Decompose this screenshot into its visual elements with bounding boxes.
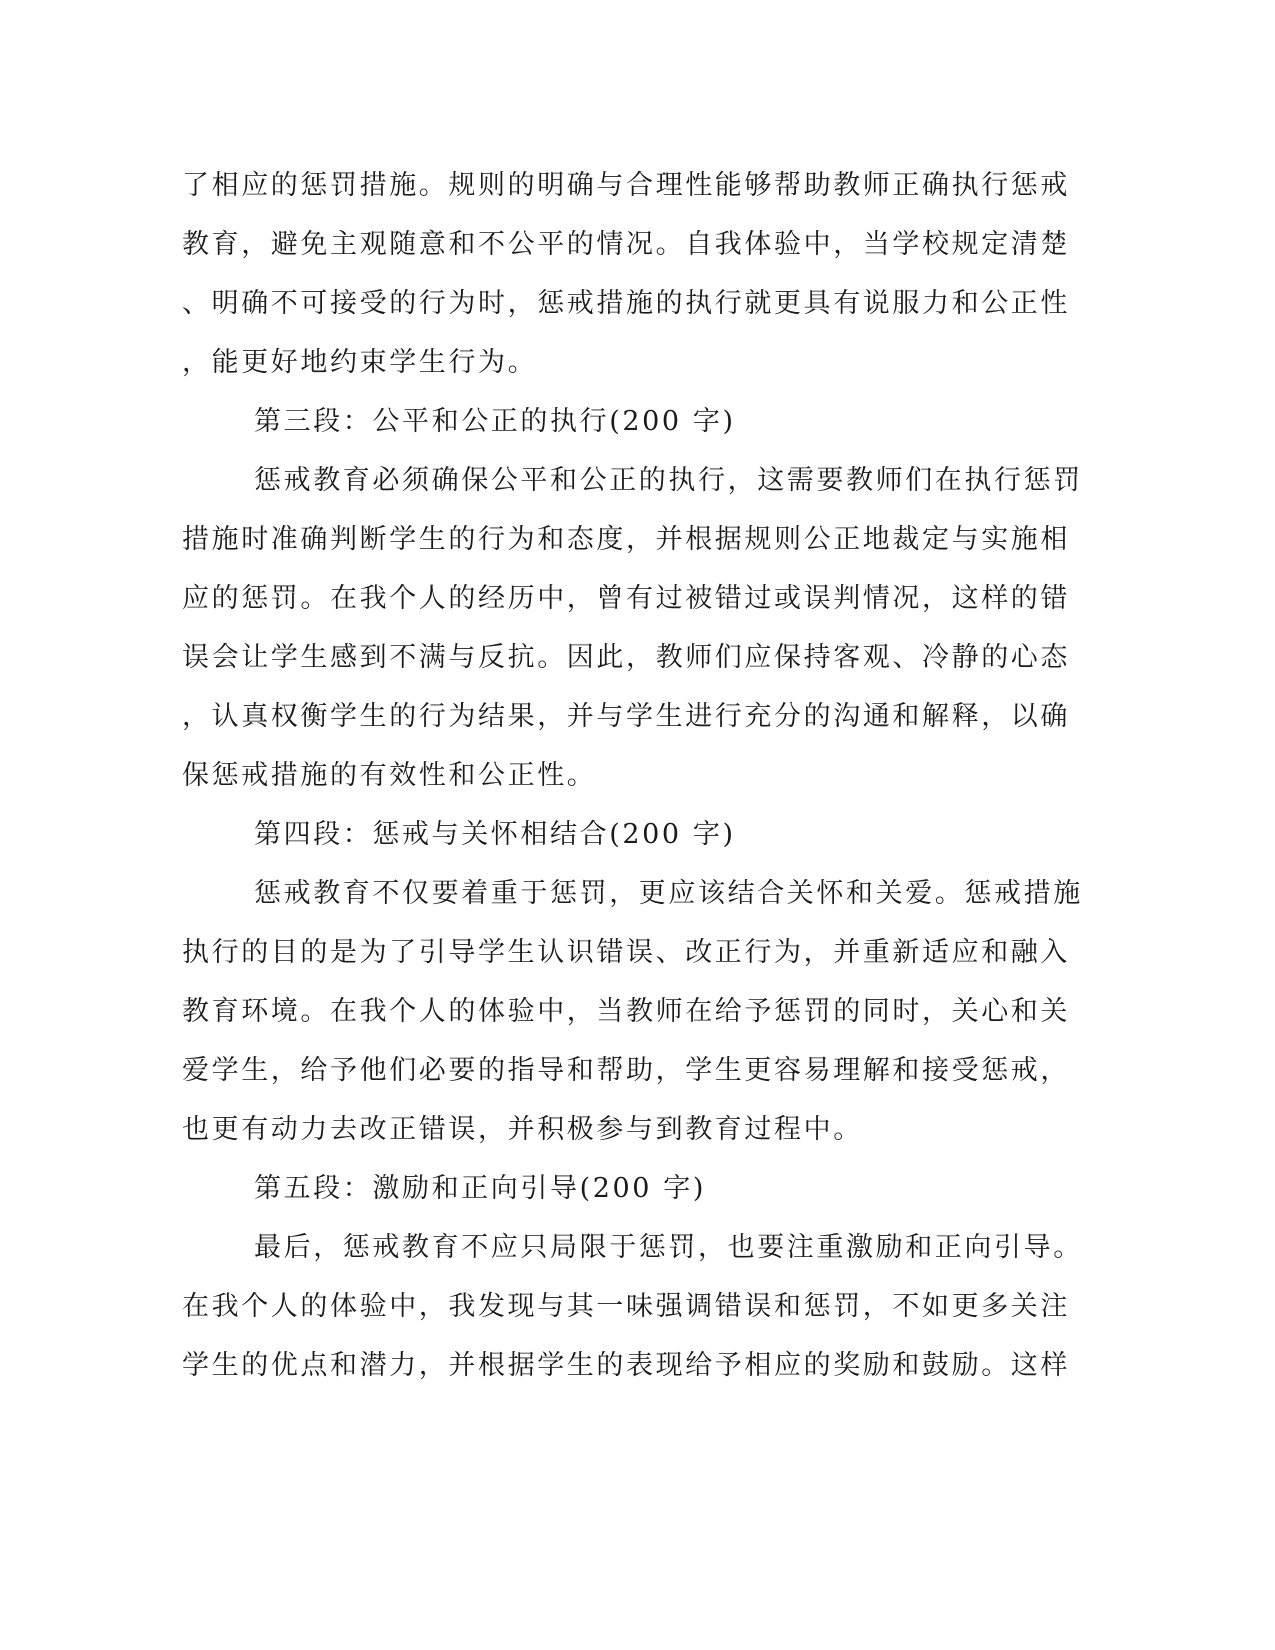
text-line: 保惩戒措施的有效性和公正性。 (182, 760, 597, 791)
section-heading-4: 第四段：惩戒与关怀相结合(200 字) (254, 819, 736, 850)
text-line: 在我个人的体验中，我发现与其一味强调错误和惩罚，不如更多关注 (182, 1291, 1070, 1322)
text-line: 惩戒教育必须确保公平和公正的执行，这需要教师们在执行惩罚 (254, 465, 1083, 496)
text-line: 措施时准确判断学生的行为和态度，并根据规则公正地裁定与实施相 (182, 524, 1070, 555)
text-line: 学生的优点和潜力，并根据学生的表现给予相应的奖励和鼓励。这样 (182, 1350, 1070, 1381)
text-line: 爱学生，给予他们必要的指导和帮助，学生更容易理解和接受惩戒， (182, 1055, 1070, 1086)
text-line: 执行的目的是为了引导学生认识错误、改正行为，并重新适应和融入 (182, 937, 1070, 968)
text-line: 了相应的惩罚措施。规则的明确与合理性能够帮助教师正确执行惩戒 (182, 170, 1070, 201)
section-heading-3: 第三段：公平和公正的执行(200 字) (254, 406, 736, 437)
text-line: ，能更好地约束学生行为。 (182, 347, 538, 378)
body-text (182, 156, 1102, 1395)
text-line: 也更有动力去改正错误，并积极参与到教育过程中。 (182, 1114, 863, 1145)
text-line: 教育，避免主观随意和不公平的情况。自我体验中，当学校规定清楚 (182, 229, 1070, 260)
text-line: 应的惩罚。在我个人的经历中，曾有过被错过或误判情况，这样的错 (182, 583, 1070, 614)
text-line: 、明确不可接受的行为时，惩戒措施的执行就更具有说服力和公正性 (182, 288, 1070, 319)
text-line: 惩戒教育不仅要着重于惩罚，更应该结合关怀和关爱。惩戒措施 (254, 878, 1083, 909)
text-line: 最后，惩戒教育不应只局限于惩罚，也要注重激励和正向引导。 (254, 1232, 1083, 1263)
section-heading-5: 第五段：激励和正向引导(200 字) (254, 1173, 706, 1204)
text-line: 误会让学生感到不满与反抗。因此，教师们应保持客观、冷静的心态 (182, 642, 1070, 673)
text-line: 教育环境。在我个人的体验中，当教师在给予惩罚的同时，关心和关 (182, 996, 1070, 1027)
text-line: ，认真权衡学生的行为结果，并与学生进行充分的沟通和解释，以确 (182, 701, 1070, 732)
